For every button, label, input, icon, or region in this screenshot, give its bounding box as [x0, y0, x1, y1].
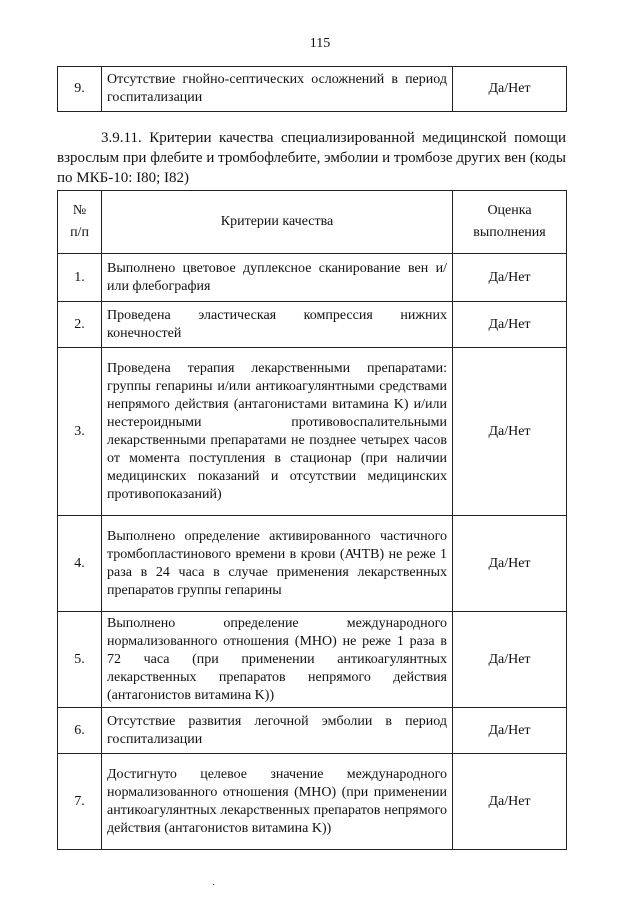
table-row [58, 348, 567, 516]
page-number: 115 [309, 36, 331, 51]
grade-cell: Да/Нет [453, 348, 567, 516]
scan-dot: · [212, 880, 216, 891]
row-number: 5. [58, 612, 102, 708]
criterion-text: Выполнено определение активированного частичного тромбопластинового времени в крови (АЧТВ) не реже 1 раза в 24 часа в случае применения лекарственных препаратов группы гепарины [102, 516, 453, 612]
table-row [58, 516, 567, 612]
criterion-text: Отсутствие гнойно-септических осложнений в период госпитализации [102, 67, 453, 112]
header-number-cell [58, 191, 102, 254]
grade-cell: Да/Нет [453, 708, 567, 754]
table-row [58, 754, 567, 850]
table-header-row [58, 191, 567, 254]
row-number: 7. [58, 754, 102, 850]
grade-cell: Да/Нет [453, 67, 567, 112]
quality-criteria-table [57, 190, 567, 850]
previous-criteria-table [57, 66, 567, 112]
row-number: 1. [58, 254, 102, 302]
grade-cell: Да/Нет [453, 612, 567, 708]
table-row [58, 67, 567, 112]
criterion-text: Выполнено цветовое дуплексное сканирование вен и/или флебография [102, 254, 453, 302]
header-criteria: Критерии качества [102, 191, 453, 254]
criterion-text: Проведена эластическая компрессия нижних конечностей [102, 302, 453, 348]
table-row [58, 254, 567, 302]
table-row [58, 302, 567, 348]
header-grade-line2: выполнения [473, 225, 546, 240]
header-number-symbol: № [72, 203, 87, 218]
criterion-text: Проведена терапия лекарственными препаратами: группы гепарины и/или антикоагулянтными средствами непрямого действия (антагонистами витамина K) и/или нестероидными противовоспалительными лекарственными препаратами не позднее четырех часов от момента поступления в стационар (при наличии медицинских показаний и отсутствии медицинских противопоказаний) [102, 348, 453, 516]
table-row [58, 708, 567, 754]
row-number: 4. [58, 516, 102, 612]
header-grade-cell [453, 191, 567, 254]
row-number: 6. [58, 708, 102, 754]
row-number: 9. [58, 67, 102, 112]
header-number-abbrev: п/п [70, 225, 89, 240]
row-number: 3. [58, 348, 102, 516]
section-heading: 3.9.11. Критерии качества специализированной медицинской помощи взрослым при флебите и тромбофлебите, эмболии и тромбозе других вен (коды по МКБ-10: I80; I82) [57, 130, 566, 186]
grade-cell: Да/Нет [453, 302, 567, 348]
criterion-text: Выполнено определение международного нормализованного отношения (МНО) не реже 1 раза в 72 часа (при применении антикоагулянтных лекарственных препаратов непрямого действия (антагонистов витамина K)) [102, 612, 453, 708]
row-number: 2. [58, 302, 102, 348]
criterion-text: Достигнуто целевое значение международного нормализованного отношения (МНО) (при применении антикоагулянтных лекарственных препаратов непрямого действия (антагонистов витамина K)) [102, 754, 453, 850]
table-row [58, 612, 567, 708]
header-grade-line1: Оценка [487, 203, 532, 218]
grade-cell: Да/Нет [453, 754, 567, 850]
criterion-text: Отсутствие развития легочной эмболии в период госпитализации [102, 708, 453, 754]
grade-cell: Да/Нет [453, 516, 567, 612]
grade-cell: Да/Нет [453, 254, 567, 302]
